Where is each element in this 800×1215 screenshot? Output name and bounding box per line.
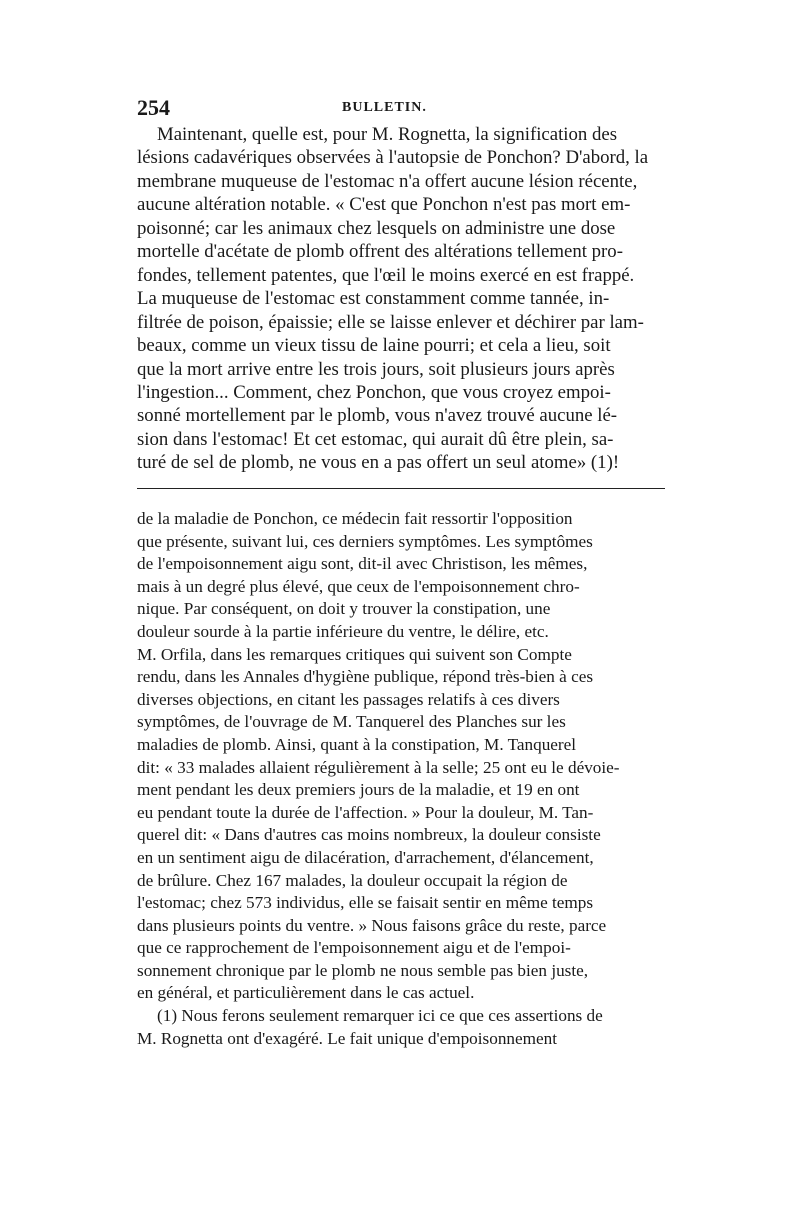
footnote-continuation: de la maladie de Ponchon, ce médecin fait ressortir l'opposition que présente, suivant lui, ces derniers symptômes. Les symptômes de l'empoisonnement aigu sont, dit-il avec Christison, les mêmes, mais à un degré plus élevé, que ceux de l'empoisonnement chro- nique. Par conséquent, on doit y trouver la constipation, une douleur sourde à la partie inférieure du ventre, le délire, etc. M. Orfila, dans les remarques critiques qui suivent son Compte rendu, dans les Annales d'hygiène publique, répond très-bien à ces diverses objections, en citant les passages relatifs à ces divers symptômes, de l'ouvrage de M. Tanquerel des Planches sur les maladies de plomb. Ainsi, quant à la constipation, M. Tanquerel dit: « 33 malades allaient régulièrement à la selle; 25 ont eu le dévoie- ment pendant les deux premiers jours de la maladie, et 19 en ont eu pendant toute la durée de l'affection. » Pour la douleur, M. Tan- querel dit: « Dans d'autres cas moins nombreux, la douleur consiste en un sentiment aigu de dilacération, d'arrachement, d'élancement, de brûlure. Chez 167 malades, la douleur occupait la région de l'estomac; chez 573 individus, elle se faisait sentir en même temps dans plusieurs points du ventre. » Nous faisons grâce du reste, parce que ce rapprochement de l'empoisonnement aigu et de l'empoi- sonnement chronique par le plomb ne nous semble pas bien juste, en général, et particulièrement dans le cas actuel. — [137, 509, 620, 1003]
main-paragraph: Maintenant, quelle est, pour M. Rognetta, la signification des lésions cadavériques observées à l'autopsie de Ponchon? D'abord, la membrane muqueuse de l'estomac n'a offert aucune lésion récente, aucune altération notable. « C'est que Ponchon n'est pas mort em- poisonné; car les animaux chez lesquels on administre une dose mortelle d'acétate de plomb offrent des altérations tellement pro- fondes, tellement patentes, que l'œil le moins exercé en est frappé. La muqueuse de l'estomac est constamment comme tannée, in- filtrée de poison, épaissie; elle se laisse enlever et déchirer par lam- beaux, comme un vieux tissu de laine pourri; et cela a lieu, soit que la mort arrive entre les trois jours, soit plusieurs jours après l'ingestion... Comment, chez Ponchon, que vous croyez empoi- sonné mortellement par le plomb, vous n'avez trouvé aucune lé- sion dans l'estomac! Et cet estomac, qui aurait dû être plein, sa- turé de sel de plomb, ne vous en a pas offert un seul atome» (1)! — [137, 124, 649, 474]
page-number: 254 — [137, 95, 170, 120]
running-title: BULLETIN. — [342, 100, 427, 115]
footnote-separator — [137, 488, 665, 489]
footnote-1: (1) Nous ferons seulement remarquer ici ce que ces assertions de M. Rognetta ont d'exagéré. Le fait unique d'empoisonnement — [137, 1006, 603, 1048]
page-header — [137, 95, 665, 125]
